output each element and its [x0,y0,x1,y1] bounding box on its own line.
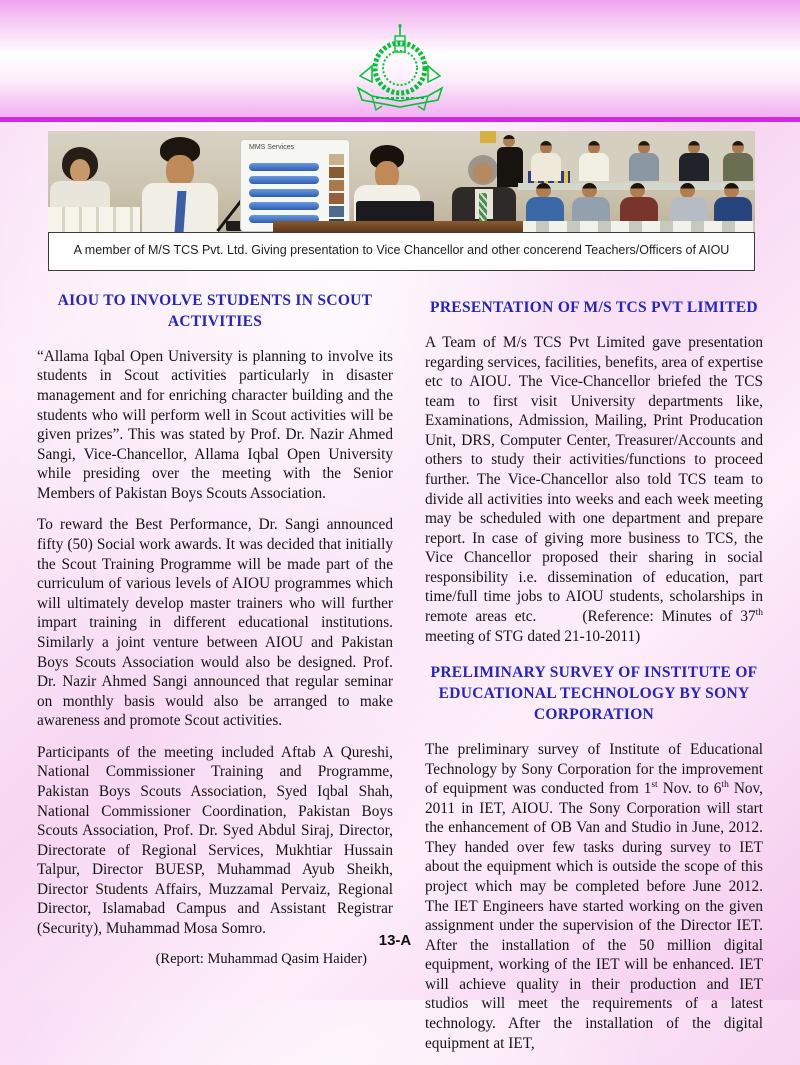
photo-standing-person [503,135,515,147]
photo-wood-table [273,221,523,232]
right-heading-1: PRESENTATION OF M/S TCS PVT LIMITED [430,299,758,316]
paragraph-text: (Reference: Minutes of 37 [582,608,756,626]
photo-screen-button [249,163,319,171]
photo-person-head [680,183,695,198]
photo-person-head [630,183,645,198]
photo-person-head [582,183,597,198]
ordinal-superscript: st [651,780,658,790]
photo-standing-person-body [497,147,523,187]
page-number: 13-A [378,932,412,949]
photo-screen-thumbnail [329,193,344,204]
right-paragraph-2 [425,740,763,1053]
paragraph-text: Nov. to 6 [657,780,722,798]
photo-person-head [724,183,739,198]
header-band [0,0,800,117]
photo-screen-title: MMS Services [249,144,295,151]
header-accent-line [0,117,800,122]
left-paragraph-3: Participants of the meeting included Aftab A Qureshi, National Commissioner Training and Programme, Pakistan Boys Scouts Association, Syed Iqbal Shah, National Commissioner Coordination, Pakistan Boys Scouts Association, Prof. Dr. Syed Abdul Siraj, Director, Directorate of Regional Services, Mukhtiar Hussain Talpur, Director BUESP, Muhammad Ayub Sheikh, Director Students Affairs, Muzzamal Pervaiz, Regional Director, Islamabad Campus and Assistant Registrar (Security), Muhammad Mosa Somro. [37,743,393,938]
photo-papers [48,207,140,232]
photo-person-head [536,183,551,198]
paragraph-text: meeting of STG dated 21-10-2011) [425,627,641,645]
left-paragraph-2: To reward the Best Performance, Dr. Sangi announced fifty (50) Social work awards. It was decided that initially the Scout Training Programme will be made part of the curriculum of various levels of AIOU programmes which will ultimately develop master trainers who will further impart training in different educational institutions. Similarly a joint venture between AIOU and Pakistan Boys Scouts Association would also be designed. Prof. Dr. Nazir Ahmed Sangi announced that regular seminar on monthly basis would also be arranged to make awareness and promote Scout activities. [37,516,393,730]
ordinal-superscript: th [755,607,764,618]
photo-screen-thumbnail [329,154,344,165]
ordinal-superscript: th [721,780,729,790]
photo-screen-button [249,176,319,184]
photo-projection-screen [240,139,350,232]
photo-person-face [473,163,493,183]
photo-caption: A member of M/S TCS Pvt. Ltd. Giving presentation to Vice Chancellor and other concerend Teachers/Officers of AIOU [48,232,755,271]
photo-screen-thumbnail [329,206,344,217]
paragraph-text: Nov, 2011 in IET, AIOU. The Sony Corporation will start the enhancement of OB Van and Studio in June, 2012. They handed over few tasks during survey to IET about the equipment which is outside the scope of this project which may be completed before June 2012. The IET Engineers have started working on the given assignment under the supervision of the Director IET. After the installation of the 50 million digital equipment, working of the IET will be enhanced. IET will achieve quality in their production and IET studios will meet the requirements of a latest technology. After the installation of the digital equipment at IET, [425,780,764,1052]
photo-front-table-papers [518,221,755,232]
aiou-university-logo-icon [342,22,458,118]
photo-screen-button [249,202,319,210]
right-paragraph-1 [425,333,763,646]
photo-person-body [679,153,709,181]
report-credit: (Report: Muhammad Qasim Haider) [155,950,367,967]
left-heading: AIOU TO INVOLVE STUDENTS IN SCOUT ACTIVITIES [57,292,373,330]
paragraph-text: A Team of M/s TCS Pvt Limited gave presentation regarding services, facilities, benefits, area of expertise etc to AIOU. The Vice-Chancellor briefed the TCS team to first visit University departments like, Examinations, Admission, Mailing, Print Producation Unit, DRS, Computer Center, Treasurer/Accounts and others to study their activities/functions to proceed further. The Vice-Chancellor also told TCS team to divide all activities into weeks and each week meeting may be scheduled with one department and prepare report. In case of giving more business to TCS, the Vice Chancellor proposed their sharing in social responsibility i.e. dissemination of education, part time/full time jobs to AIOU students, scholarships in remote areas etc. [425,333,763,626]
right-heading-2: PRELIMINARY SURVEY OF INSTITUTE OF EDUCATIONAL TECHNOLOGY BY SONY CORPORATION [430,664,758,724]
photo-person-body [531,153,561,181]
photo-person-body [579,153,609,181]
photo-wall-frame [480,131,496,143]
photo-screen-thumbnail [329,180,344,191]
left-paragraph-1: “Allama Iqbal Open University is planning to involve its students in Scout activities particularly in disaster management and for enriching character building and the students who will perform well in Scout activities will be given prizes”. This was stated by Prof. Dr. Nazir Ahmed Sangi, Vice-Chancellor, Allama Iqbal Open University while presiding over the meeting with the Senior Members of Pakistan Boys Scouts Association. [37,347,393,502]
photo-block [48,131,755,271]
paragraph-text: The preliminary survey of Institute of Educational Technology by Sony Corporation for the improvement of equipment was conducted from 1 [425,740,763,798]
photo-screen-button [249,189,319,197]
meeting-photo [48,131,755,232]
photo-person-body [723,153,753,181]
photo-screen-thumbnail [329,167,344,178]
photo-person-face [70,159,90,183]
photo-person-body [629,153,659,181]
